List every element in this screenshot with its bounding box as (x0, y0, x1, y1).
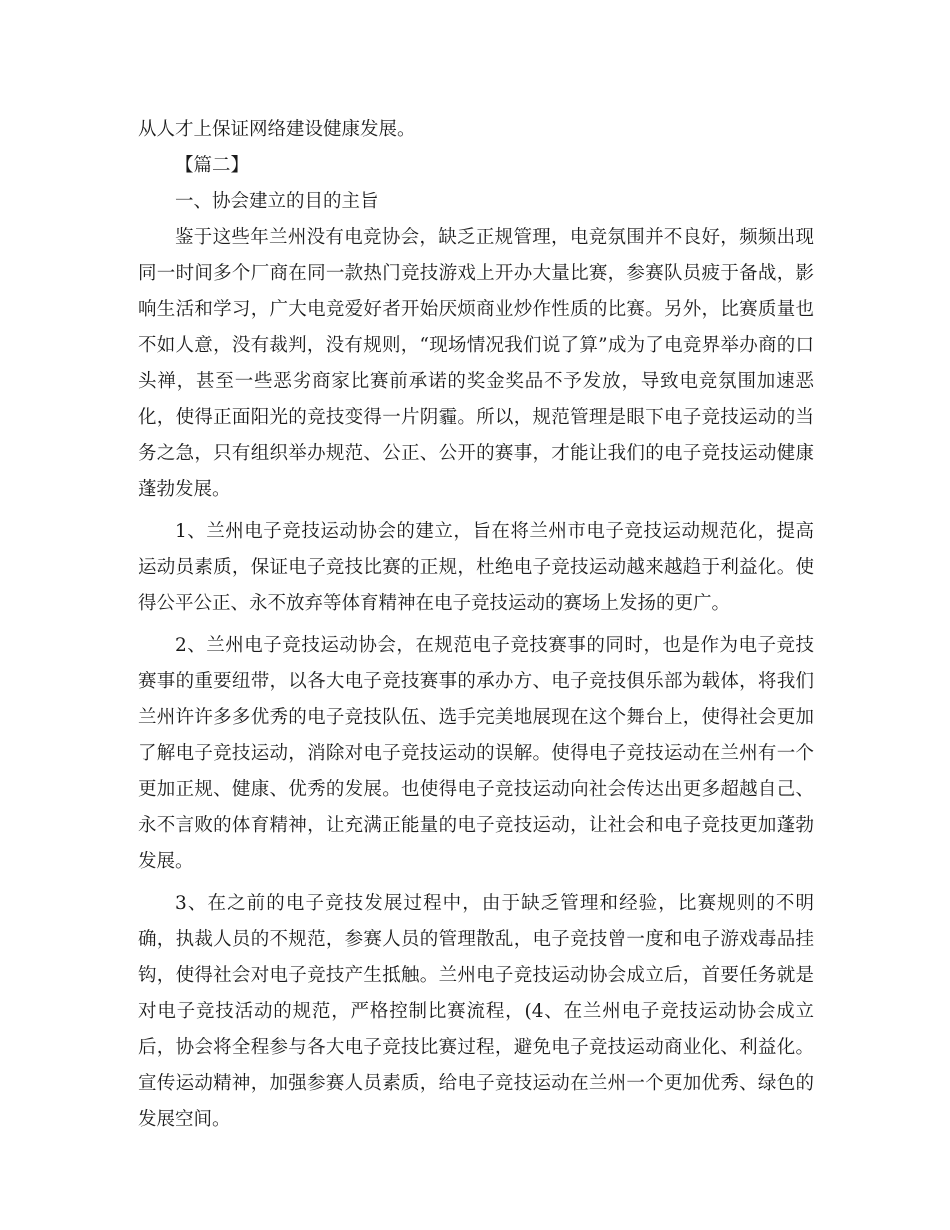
paragraph-point-3: 3、在之前的电子竞技发展过程中，由于缺乏管理和经验，比赛规则的不明确，执裁人员的不规范，参赛人员的管理散乱，电子竞技曾一度和电子游戏毒品挂钩，使得社会对电子竞技产生抵触。兰州电子竞技运动协会成立后，首要任务就是对电子竞技活动的规范，严格控制比赛流程，(4、在兰州电子竞技运动协会成立后，协会将全程参与各大电子竞技比赛过程，避免电子竞技运动商业化、利益化。宣传运动精神，加强参赛人员素质，给电子竞技运动在兰州一个更加优秀、绿色的发展空间。 (138, 893, 814, 1130)
document-body (138, 112, 814, 1138)
paragraph-continuation: 从人才上保证网络建设健康发展。 (138, 119, 416, 140)
paragraph-point-2: 2、兰州电子竞技运动协会，在规范电子竞技赛事的同时，也是作为电子竞技赛事的重要纽带，以各大电子竞技赛事的承办方、电子竞技俱乐部为载体，将我们兰州许许多多优秀的电子竞技队伍、选手完美地展现在这个舞台上，使得社会更加了解电子竞技运动，消除对电子竞技运动的误解。使得电子竞技运动在兰州有一个更加正规、健康、优秀的发展。也使得电子竞技运动向社会传达出更多超越自己、永不言败的体育精神，让充满正能量的电子竞技运动，让社会和电子竞技更加蓬勃发展。 (138, 635, 814, 872)
paragraph-point-1: 1、兰州电子竞技运动协会的建立，旨在将兰州市电子竞技运动规范化，提高运动员素质，保证电子竞技比赛的正规，杜绝电子竞技运动越来越趋于利益化。使得公平公正、永不放弃等体育精神在电子竞技运动的赛场上发扬的更广。 (138, 521, 814, 614)
section-title-part-two: 【篇二】 (175, 155, 250, 176)
section-heading-purpose: 一、协会建立的目的主旨 (175, 191, 379, 212)
paragraph-background: 鉴于这些年兰州没有电竞协会，缺乏正规管理，电竞氛围并不良好，频频出现同一时间多个厂商在同一款热门竞技游戏上开办大量比赛，参赛队员疲于备战，影响生活和学习，广大电竞爱好者开始厌烦商业炒作性质的比赛。另外，比赛质量也不如人意，没有裁判，没有规则，“现场情况我们说了算”成为了电竞界举办商的口头禅，甚至一些恶劣商家比赛前承诺的奖金奖品不予发放，导致电竞氛围加速恶化，使得正面阳光的竞技变得一片阴霾。所以，规范管理是眼下电子竞技运动的当务之急，只有组织举办规范、公正、公开的赛事，才能让我们的电子竞技运动健康蓬勃发展。 (138, 227, 814, 500)
